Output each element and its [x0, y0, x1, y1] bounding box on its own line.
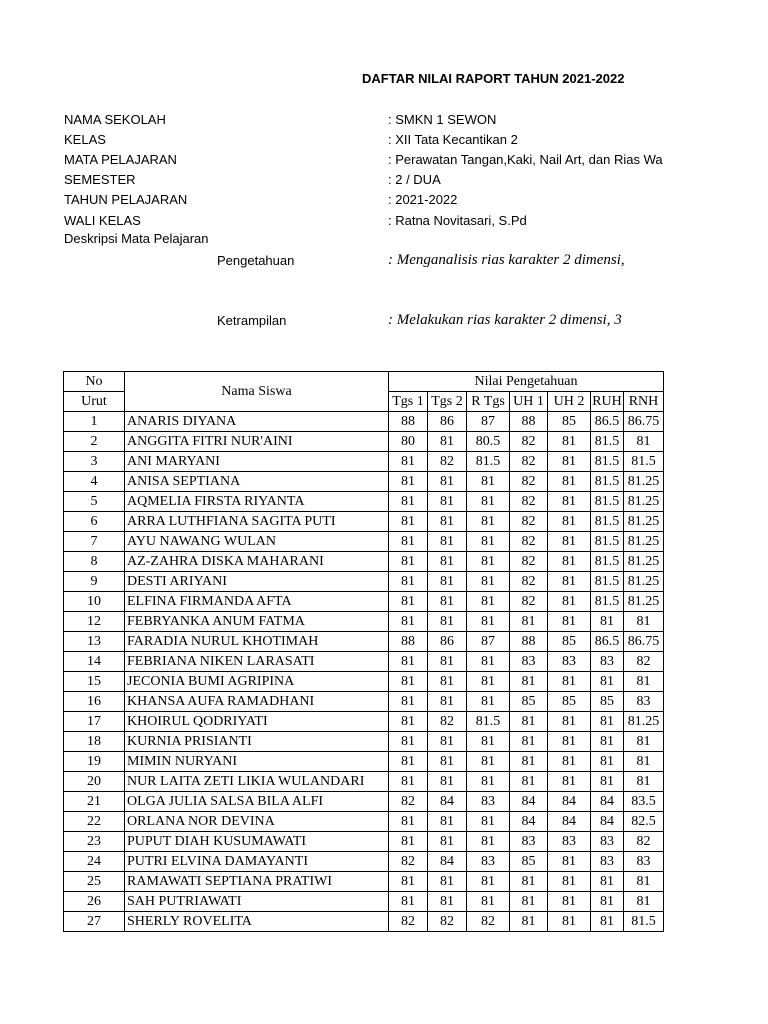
grade-cell: 81 — [389, 872, 428, 892]
grade-cell: 86.5 — [591, 412, 624, 432]
grade-cell: 86 — [428, 632, 467, 652]
student-name: SHERLY ROVELITA — [125, 912, 389, 932]
grade-cell: 81 — [428, 492, 467, 512]
grade-cell: 81 — [591, 712, 624, 732]
grade-cell: 82 — [510, 572, 548, 592]
student-name: ORLANA NOR DEVINA — [125, 812, 389, 832]
ketrampilan-label: Ketrampilan — [217, 313, 287, 328]
grade-cell: 81 — [467, 492, 510, 512]
grade-cell: 81 — [428, 532, 467, 552]
student-name: KHOIRUL QODRIYATI — [125, 712, 389, 732]
grade-cell: 83 — [624, 852, 664, 872]
grade-cell: 81 — [624, 892, 664, 912]
grade-cell: 81 — [548, 612, 591, 632]
table-row — [64, 732, 664, 752]
grade-cell: 83 — [467, 792, 510, 812]
student-name: PUTRI ELVINA DAMAYANTI — [125, 852, 389, 872]
student-name: MIMIN NURYANI — [125, 752, 389, 772]
grade-cell: 81 — [389, 452, 428, 472]
grade-cell: 81 — [389, 512, 428, 532]
column-header: RNH — [624, 392, 664, 412]
grade-cell: 81 — [389, 892, 428, 912]
table-row — [64, 432, 664, 452]
header-row-1 — [64, 372, 664, 392]
grade-cell: 83 — [591, 852, 624, 872]
grade-cell: 81 — [428, 872, 467, 892]
grade-cell: 85 — [510, 692, 548, 712]
grade-cell: 81 — [467, 532, 510, 552]
grade-cell: 81 — [548, 552, 591, 572]
row-number: 10 — [64, 592, 125, 612]
table-row — [64, 412, 664, 432]
grade-cell: 81 — [548, 492, 591, 512]
grade-cell: 81 — [467, 552, 510, 572]
grade-cell: 81 — [510, 612, 548, 632]
grade-cell: 86.75 — [624, 632, 664, 652]
grade-cell: 85 — [510, 852, 548, 872]
grade-cell: 84 — [510, 812, 548, 832]
column-header: RUH — [591, 392, 624, 412]
grade-cell: 82 — [428, 712, 467, 732]
grade-cell: 84 — [428, 852, 467, 872]
student-name: AQMELIA FIRSTA RIYANTA — [125, 492, 389, 512]
student-name: ANARIS DIYANA — [125, 412, 389, 432]
grade-cell: 81.5 — [591, 592, 624, 612]
info-label: KELAS — [64, 132, 106, 147]
grade-cell: 84 — [548, 792, 591, 812]
student-name: ANI MARYANI — [125, 452, 389, 472]
grade-cell: 81 — [591, 732, 624, 752]
table-row — [64, 772, 664, 792]
grade-cell: 81 — [467, 772, 510, 792]
row-number: 27 — [64, 912, 125, 932]
table-row — [64, 552, 664, 572]
table-row — [64, 832, 664, 852]
row-number: 19 — [64, 752, 125, 772]
row-number: 16 — [64, 692, 125, 712]
grade-cell: 81 — [548, 432, 591, 452]
column-header: UH 2 — [548, 392, 591, 412]
grade-cell: 81 — [467, 652, 510, 672]
grades-table-body — [64, 372, 664, 932]
info-value: : Ratna Novitasari, S.Pd — [388, 213, 527, 228]
grade-cell: 81 — [591, 672, 624, 692]
grade-cell: 81 — [389, 712, 428, 732]
info-value: : SMKN 1 SEWON — [388, 112, 497, 127]
grade-cell: 82 — [510, 472, 548, 492]
grade-cell: 81 — [467, 612, 510, 632]
grade-cell: 81 — [428, 672, 467, 692]
grade-cell: 82 — [510, 532, 548, 552]
grade-cell: 83 — [548, 832, 591, 852]
student-name: ANISA SEPTIANA — [125, 472, 389, 492]
student-name: ANGGITA FITRI NUR'AINI — [125, 432, 389, 452]
grade-cell: 82 — [510, 512, 548, 532]
grade-cell: 80 — [389, 432, 428, 452]
row-number: 2 — [64, 432, 125, 452]
grade-cell: 84 — [510, 792, 548, 812]
grade-cell: 81 — [389, 692, 428, 712]
grade-cell: 81 — [389, 752, 428, 772]
table-row — [64, 612, 664, 632]
grade-cell: 81.5 — [467, 452, 510, 472]
grade-cell: 81 — [591, 872, 624, 892]
grade-cell: 81 — [591, 612, 624, 632]
header-urut: Urut — [64, 392, 125, 412]
grade-cell: 81 — [428, 892, 467, 912]
grade-cell: 81 — [510, 872, 548, 892]
grade-cell: 81 — [548, 752, 591, 772]
grade-cell: 81 — [428, 812, 467, 832]
row-number: 21 — [64, 792, 125, 812]
table-row — [64, 452, 664, 472]
grade-cell: 81.5 — [624, 452, 664, 472]
grades-table — [63, 371, 664, 932]
grade-cell: 81.5 — [624, 912, 664, 932]
grade-cell: 81 — [428, 472, 467, 492]
grade-cell: 81.25 — [624, 592, 664, 612]
grade-cell: 81 — [510, 892, 548, 912]
grade-cell: 81 — [510, 772, 548, 792]
grade-cell: 81 — [467, 472, 510, 492]
row-number: 25 — [64, 872, 125, 892]
grade-cell: 85 — [591, 692, 624, 712]
table-row — [64, 632, 664, 652]
grade-cell: 81 — [467, 812, 510, 832]
grade-cell: 81.5 — [591, 432, 624, 452]
grade-cell: 81 — [467, 732, 510, 752]
grade-cell: 81 — [548, 572, 591, 592]
grade-cell: 81.25 — [624, 472, 664, 492]
grade-cell: 81 — [467, 572, 510, 592]
column-header: R Tgs — [467, 392, 510, 412]
grade-cell: 83 — [467, 852, 510, 872]
row-number: 17 — [64, 712, 125, 732]
grade-cell: 81.25 — [624, 492, 664, 512]
grade-cell: 86 — [428, 412, 467, 432]
row-number: 9 — [64, 572, 125, 592]
grade-cell: 83 — [591, 652, 624, 672]
grade-cell: 81 — [389, 592, 428, 612]
grade-cell: 81 — [428, 772, 467, 792]
grade-cell: 81 — [467, 752, 510, 772]
grade-cell: 85 — [548, 692, 591, 712]
grade-cell: 81.5 — [591, 572, 624, 592]
row-number: 14 — [64, 652, 125, 672]
grade-cell: 81 — [389, 832, 428, 852]
grade-cell: 88 — [510, 632, 548, 652]
row-number: 26 — [64, 892, 125, 912]
grade-cell: 81.5 — [591, 552, 624, 572]
grade-cell: 85 — [548, 632, 591, 652]
grade-cell: 81 — [389, 572, 428, 592]
grade-cell: 81 — [428, 552, 467, 572]
grade-cell: 82 — [428, 452, 467, 472]
grade-cell: 81 — [467, 672, 510, 692]
grade-cell: 84 — [548, 812, 591, 832]
grade-cell: 81.5 — [591, 452, 624, 472]
grade-cell: 81 — [389, 772, 428, 792]
grade-cell: 80.5 — [467, 432, 510, 452]
grade-cell: 86.75 — [624, 412, 664, 432]
grade-cell: 81.5 — [591, 532, 624, 552]
ketrampilan-value: : Melakukan rias karakter 2 dimensi, 3 — [388, 312, 622, 328]
grade-cell: 81 — [548, 772, 591, 792]
grade-cell: 81 — [624, 772, 664, 792]
student-name: FEBRYANKA ANUM FATMA — [125, 612, 389, 632]
pengetahuan-value: : Menganalisis rias karakter 2 dimensi, — [388, 252, 625, 268]
info-label: MATA PELAJARAN — [64, 152, 177, 167]
grade-cell: 81 — [548, 532, 591, 552]
grade-cell: 81 — [389, 732, 428, 752]
grade-cell: 81 — [389, 652, 428, 672]
table-row — [64, 912, 664, 932]
grade-cell: 81 — [548, 712, 591, 732]
row-number: 24 — [64, 852, 125, 872]
info-value: : 2021-2022 — [388, 192, 458, 207]
row-number: 18 — [64, 732, 125, 752]
row-number: 3 — [64, 452, 125, 472]
grade-cell: 81 — [389, 492, 428, 512]
grade-cell: 82 — [624, 652, 664, 672]
grade-cell: 85 — [548, 412, 591, 432]
grade-cell: 81 — [548, 452, 591, 472]
student-name: RAMAWATI SEPTIANA PRATIWI — [125, 872, 389, 892]
student-name: PUPUT DIAH KUSUMAWATI — [125, 832, 389, 852]
grade-cell: 81.25 — [624, 552, 664, 572]
grade-cell: 82.5 — [624, 812, 664, 832]
grade-cell: 83.5 — [624, 792, 664, 812]
grade-cell: 81 — [428, 612, 467, 632]
grade-cell: 81 — [548, 472, 591, 492]
grade-cell: 82 — [389, 912, 428, 932]
header-nilai-pengetahuan: Nilai Pengetahuan — [389, 372, 664, 392]
student-name: DESTI ARIYANI — [125, 572, 389, 592]
grade-cell: 81 — [428, 832, 467, 852]
grade-cell: 81 — [591, 752, 624, 772]
row-number: 20 — [64, 772, 125, 792]
grade-cell: 86.5 — [591, 632, 624, 652]
header-nama: Nama Siswa — [125, 372, 389, 412]
student-name: SAH PUTRIAWATI — [125, 892, 389, 912]
grade-cell: 81 — [591, 892, 624, 912]
table-row — [64, 572, 664, 592]
grade-cell: 81 — [624, 612, 664, 632]
table-row — [64, 532, 664, 552]
grade-cell: 81 — [510, 912, 548, 932]
grade-cell: 87 — [467, 412, 510, 432]
grade-cell: 81 — [548, 872, 591, 892]
student-name: NUR LAITA ZETI LIKIA WULANDARI — [125, 772, 389, 792]
row-number: 6 — [64, 512, 125, 532]
grade-cell: 81 — [624, 672, 664, 692]
grade-cell: 82 — [624, 832, 664, 852]
table-row — [64, 812, 664, 832]
row-number: 23 — [64, 832, 125, 852]
grade-cell: 81 — [548, 892, 591, 912]
grade-cell: 82 — [428, 912, 467, 932]
grade-cell: 83 — [510, 652, 548, 672]
grade-cell: 81 — [467, 832, 510, 852]
grade-cell: 83 — [510, 832, 548, 852]
table-row — [64, 892, 664, 912]
grade-cell: 81 — [428, 752, 467, 772]
grade-cell: 81 — [428, 512, 467, 532]
student-name: AZ-ZAHRA DISKA MAHARANI — [125, 552, 389, 572]
grade-cell: 84 — [591, 792, 624, 812]
info-value: : XII Tata Kecantikan 2 — [388, 132, 518, 147]
table-row — [64, 592, 664, 612]
student-name: ARRA LUTHFIANA SAGITA PUTI — [125, 512, 389, 532]
info-label: NAMA SEKOLAH — [64, 112, 166, 127]
grade-cell: 81 — [389, 532, 428, 552]
row-number: 13 — [64, 632, 125, 652]
table-row — [64, 652, 664, 672]
table-row — [64, 512, 664, 532]
grade-cell: 81.25 — [624, 712, 664, 732]
grade-cell: 83 — [591, 832, 624, 852]
row-number: 22 — [64, 812, 125, 832]
grade-cell: 81 — [548, 732, 591, 752]
table-row — [64, 692, 664, 712]
grade-cell: 81 — [548, 672, 591, 692]
info-label: WALI KELAS — [64, 213, 141, 228]
grade-cell: 81.25 — [624, 532, 664, 552]
row-number: 4 — [64, 472, 125, 492]
row-number: 8 — [64, 552, 125, 572]
grade-cell: 81 — [467, 892, 510, 912]
grade-cell: 82 — [510, 452, 548, 472]
grade-cell: 84 — [591, 812, 624, 832]
grade-cell: 81 — [591, 772, 624, 792]
grade-cell: 81 — [548, 912, 591, 932]
grade-cell: 81 — [510, 712, 548, 732]
student-name: FEBRIANA NIKEN LARASATI — [125, 652, 389, 672]
grade-cell: 87 — [467, 632, 510, 652]
grade-cell: 82 — [510, 492, 548, 512]
table-row — [64, 792, 664, 812]
grade-cell: 81 — [510, 672, 548, 692]
grade-cell: 82 — [510, 552, 548, 572]
row-number: 1 — [64, 412, 125, 432]
table-row — [64, 672, 664, 692]
grade-cell: 81 — [389, 552, 428, 572]
student-name: ELFINA FIRMANDA AFTA — [125, 592, 389, 612]
grade-cell: 81 — [389, 812, 428, 832]
row-number: 7 — [64, 532, 125, 552]
student-name: KHANSA AUFA RAMADHANI — [125, 692, 389, 712]
grade-cell: 81 — [624, 432, 664, 452]
grade-cell: 81 — [510, 732, 548, 752]
grade-cell: 88 — [389, 412, 428, 432]
grade-cell: 88 — [389, 632, 428, 652]
grade-cell: 81.5 — [467, 712, 510, 732]
student-name: JECONIA BUMI AGRIPINA — [125, 672, 389, 692]
grade-cell: 81 — [428, 652, 467, 672]
grade-cell: 82 — [510, 592, 548, 612]
grade-cell: 82 — [389, 792, 428, 812]
grade-cell: 81.5 — [591, 512, 624, 532]
table-row — [64, 472, 664, 492]
grade-cell: 82 — [467, 912, 510, 932]
table-row — [64, 752, 664, 772]
student-name: AYU NAWANG WULAN — [125, 532, 389, 552]
grade-cell: 81.25 — [624, 512, 664, 532]
grade-cell: 81.5 — [591, 492, 624, 512]
grade-cell: 81 — [467, 512, 510, 532]
grade-cell: 81 — [548, 592, 591, 612]
info-label: TAHUN PELAJARAN — [64, 192, 188, 207]
grade-cell: 83 — [624, 692, 664, 712]
header-no: No — [64, 372, 125, 392]
grade-cell: 81 — [467, 592, 510, 612]
row-number: 12 — [64, 612, 125, 632]
grade-cell: 81 — [428, 572, 467, 592]
student-name: KURNIA PRISIANTI — [125, 732, 389, 752]
student-name: OLGA JULIA SALSA BILA ALFI — [125, 792, 389, 812]
grade-cell: 81 — [624, 872, 664, 892]
grade-cell: 81 — [591, 912, 624, 932]
grade-cell: 81 — [389, 612, 428, 632]
grade-cell: 81 — [510, 752, 548, 772]
grade-cell: 84 — [428, 792, 467, 812]
table-row — [64, 712, 664, 732]
table-row — [64, 492, 664, 512]
grade-cell: 88 — [510, 412, 548, 432]
grade-cell: 81 — [467, 692, 510, 712]
info-value: : 2 / DUA — [388, 172, 441, 187]
document-title: DAFTAR NILAI RAPORT TAHUN 2021-2022 — [362, 71, 625, 86]
grade-cell: 81 — [428, 732, 467, 752]
table-row — [64, 852, 664, 872]
pengetahuan-label: Pengetahuan — [217, 253, 295, 268]
grade-cell: 81 — [428, 592, 467, 612]
grade-cell: 81 — [428, 692, 467, 712]
row-number: 15 — [64, 672, 125, 692]
column-header: UH 1 — [510, 392, 548, 412]
grade-cell: 81.25 — [624, 572, 664, 592]
column-header: Tgs 2 — [428, 392, 467, 412]
grade-cell: 82 — [389, 852, 428, 872]
grade-cell: 81 — [389, 672, 428, 692]
grade-cell: 81 — [389, 472, 428, 492]
grade-cell: 81 — [624, 732, 664, 752]
grade-cell: 81 — [428, 432, 467, 452]
info-value: : Perawatan Tangan,Kaki, Nail Art, dan Rias Wa — [388, 152, 663, 167]
table-row — [64, 872, 664, 892]
grade-cell: 81 — [467, 872, 510, 892]
grade-cell: 81 — [548, 512, 591, 532]
grade-cell: 81 — [548, 852, 591, 872]
grade-cell: 83 — [548, 652, 591, 672]
deskripsi-label: Deskripsi Mata Pelajaran — [64, 231, 209, 246]
grade-cell: 81 — [624, 752, 664, 772]
row-number: 5 — [64, 492, 125, 512]
column-header: Tgs 1 — [389, 392, 428, 412]
grade-cell: 82 — [510, 432, 548, 452]
student-name: FARADIA NURUL KHOTIMAH — [125, 632, 389, 652]
grade-cell: 81.5 — [591, 472, 624, 492]
info-label: SEMESTER — [64, 172, 136, 187]
